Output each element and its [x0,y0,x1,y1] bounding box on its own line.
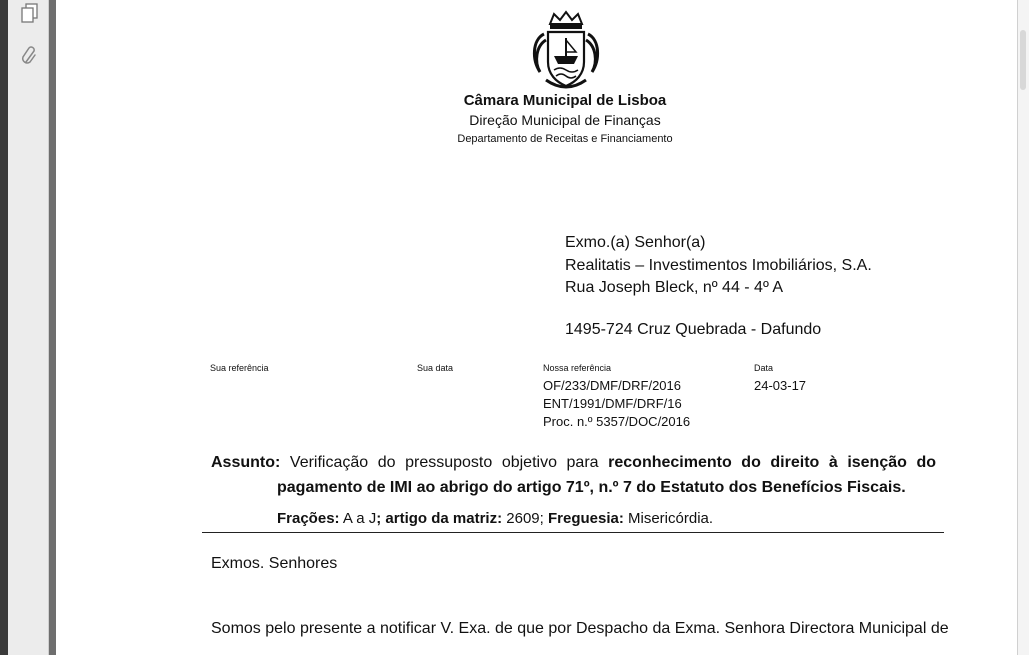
pages-icon[interactable] [18,2,42,26]
subject-text: Verificação do pressuposto objetivo para [289,454,599,471]
subject-text-bold: reconhecimento do direito à isenção do pagamento de IMI ao abrigo do artigo 71º, n.º 7 do Estatuto dos Benefícios Fiscais. [277,454,937,496]
recipient-city: 1495-724 Cruz Quebrada - Dafundo [565,321,822,338]
nossa-referencia-line: Proc. n.º 5357/DOC/2016 [543,414,691,429]
data-label: Data [754,363,774,373]
attachment-icon[interactable] [18,44,42,68]
scrollbar-thumb[interactable] [1020,30,1026,90]
artigo-value: 2609; [506,510,544,527]
viewer-gutter [49,0,56,655]
artigo-label: ; artigo da matriz: [376,510,503,527]
nossa-referencia-line: OF/233/DMF/DRF/2016 [543,378,681,393]
org-name: Câmara Municipal de Lisboa [463,92,667,109]
directorate-name: Direção Municipal de Finanças [469,112,661,128]
fracoes-value: A a J [342,510,377,527]
lisbon-coat-of-arms-logo [524,10,608,92]
sua-referencia-label: Sua referência [210,363,269,373]
body-paragraph: Somos pelo presente a notificar V. Exa. de que por Despacho da Exma. Senhora Directora Municipal de [211,620,949,637]
fracoes-label: Frações: [277,510,340,527]
department-name: Departamento de Receitas e Financiamento [457,133,673,145]
vertical-scrollbar[interactable] [1017,0,1029,655]
greeting: Exmos. Senhores [211,555,338,572]
recipient-salutation: Exmo.(a) Senhor(a) [565,234,706,251]
subject-divider [202,532,944,533]
recipient-street: Rua Joseph Bleck, nº 44 - 4º A [565,279,784,296]
letter-date: 24-03-17 [754,378,807,393]
freguesia-label: Freguesia: [547,510,624,527]
freguesia-value: Misericórdia. [628,510,714,527]
subject-label: Assunto: [211,454,281,471]
pdf-sidebar [8,0,49,655]
nossa-referencia-label: Nossa referência [543,363,612,373]
fracoes-line [277,510,713,527]
recipient-company: Realitatis – Investimentos Imobiliários, S.A. [565,257,872,274]
nossa-referencia-line: ENT/1991/DMF/DRF/16 [543,396,682,411]
sua-data-label: Sua data [417,363,454,373]
subject-paragraph [211,450,936,500]
window-edge [0,0,8,655]
